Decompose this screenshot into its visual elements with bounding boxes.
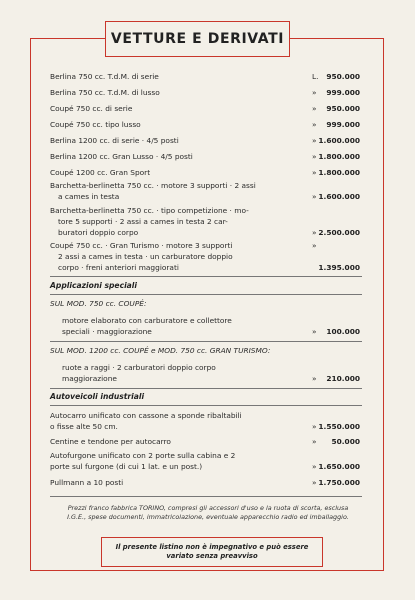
desc-line: porte sul furgone (di cui 1 lat. e un post.) [50,462,203,471]
row-price: 1.650.000 [318,462,360,471]
disclaimer-box [101,537,323,567]
row-currency: » [312,104,317,113]
desc-line: 2 assi a cames in testa · un carburatore doppio [58,252,233,261]
row-price: 1.600.000 [318,136,360,145]
desc-line: corpo · freni anteriori maggiorati [58,263,179,272]
desc-line: Coupé 750 cc. · Gran Turismo · motore 3 supporti [50,241,233,250]
desc-line: Autofurgone unificato con 2 porte sulla cabina e 2 [50,451,236,460]
row-currency: » [312,152,317,161]
divider [50,294,362,295]
row-desc: Coupé 750 cc. tipo lusso [50,120,141,129]
desc-line: Barchetta-berlinetta 750 cc. · motore 3 supporti · 2 assi [50,181,256,190]
divider [50,405,362,406]
row-desc [50,240,293,273]
divider [50,276,362,277]
row-currency: » [312,374,317,383]
row-desc: Berlina 750 cc. T.d.M. di lusso [50,88,160,97]
divider [50,388,362,389]
desc-line: a cames in testa [58,192,120,201]
row-price: 1.600.000 [318,192,360,201]
row-price: 210.000 [326,374,360,383]
section-heading-auto: Autoveicoli industriali [50,392,145,401]
row-desc: Coupé 1200 cc. Gran Sport [50,168,151,177]
row-currency: » [312,478,317,487]
desc-line: o fisse alte 50 cm. [50,422,118,431]
row-currency: » [312,120,317,129]
row-price: 100.000 [326,327,360,336]
row-desc: Berlina 1200 cc. Gran Lusso · 4/5 posti [50,152,193,161]
row-currency: » [312,422,317,431]
desc-line: Centine e tendone per autocarro [50,437,171,446]
desc-line: maggiorazione [62,374,117,383]
disclaimer-text: Il presente listino non è impegnativo e può essere variato senza preavviso [115,542,309,560]
row-price: 950.000 [326,104,360,113]
desc-line: speciali · maggiorazione [62,327,152,336]
row-currency: » [312,327,317,336]
row-desc [62,362,292,384]
row-desc: Coupé 750 cc. di serie [50,104,133,113]
row-currency: » [312,437,317,446]
row-desc: Berlina 1200 cc. di serie · 4/5 posti [50,136,179,145]
desc-line: Barchetta-berlinetta 750 cc. · tipo competizione · mo- [50,206,249,215]
desc-line: ruote a raggi · 2 carburatori doppio corpo [62,363,216,372]
row-desc [50,477,280,488]
desc-line: Pullmann a 10 posti [50,478,124,487]
row-desc [50,410,293,432]
divider [50,341,362,342]
row-price: 50.000 [331,437,360,446]
row-price: 1.395.000 [318,263,360,272]
row-desc: Berlina 750 cc. T.d.M. di serie [50,72,159,81]
row-currency: » [312,462,317,471]
row-desc [50,205,293,238]
row-currency: » [312,228,317,237]
desc-line: motore elaborato con carburatore e collettore [62,316,232,325]
row-desc [50,436,280,447]
desc-line: buratori doppio corpo [58,228,139,237]
desc-line: tore 5 supporti · 2 assi a cames in testa 2 car- [58,217,228,226]
divider [50,496,362,497]
row-price: 999.000 [326,88,360,97]
row-price: 950.000 [326,72,360,81]
row-price: 999.000 [326,120,360,129]
row-desc [50,450,293,472]
special-heading-text: SUL MOD. 1200 cc. COUPÉ e MOD. 750 cc. GRAN TURISMO: [50,346,271,355]
row-price: 2.500.000 [318,228,360,237]
page-title: VETTURE E DERIVATI [110,31,285,47]
row-currency: » [312,168,317,177]
row-currency: » [312,241,317,250]
row-price: 1.800.000 [318,152,360,161]
section-heading-special: Applicazioni speciali [50,281,138,290]
row-currency: L. [312,72,319,81]
row-price: 1.800.000 [318,168,360,177]
row-price: 1.750.000 [318,478,360,487]
row-desc [50,180,293,202]
title-box [105,21,290,57]
row-currency: » [312,192,317,201]
special-heading-text: SUL MOD. 750 cc. COUPÉ: [50,299,147,308]
row-currency: » [312,136,317,145]
row-currency: » [312,88,317,97]
special-heading [50,298,360,309]
row-desc [62,315,292,337]
desc-line: Autocarro unificato con cassone a sponde ribaltabili [50,411,242,420]
row-price: 1.550.000 [318,422,360,431]
footnote: Prezzi franco fabbrica TORINO, compresi gli accessori d'uso e la ruota di scorta, esclusa I.G.E., spese documenti, immatricolazione, eventuale apparecchio radio ed imballaggio. [67,504,349,521]
special-heading [50,345,360,356]
